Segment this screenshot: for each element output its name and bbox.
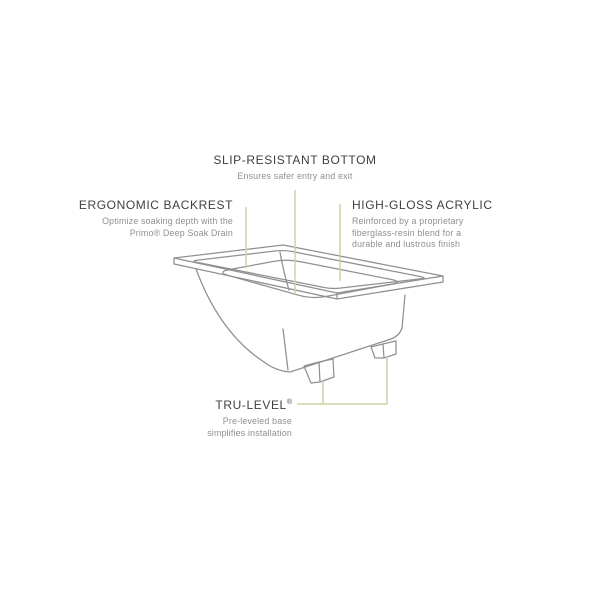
callout-tru-level	[82, 395, 292, 439]
callout-title: HIGH-GLOSS ACRYLIC	[352, 198, 493, 212]
callout-description	[352, 216, 532, 251]
callout-ergonomic-backrest	[3, 198, 233, 239]
callout-title	[82, 395, 292, 413]
tub-backrest-seam	[280, 252, 289, 290]
tub-right-foot	[371, 341, 396, 358]
callout-description-line: simplifies installation	[207, 427, 292, 438]
bathtub-line-art	[174, 245, 443, 383]
callout-description-line: Optimize soaking depth with the	[102, 216, 233, 226]
callout-description-line: Reinforced by a proprietary	[352, 216, 464, 226]
tub-body-corner-seam	[283, 329, 288, 370]
registered-trademark-symbol: ®	[286, 399, 292, 406]
callout-description	[82, 416, 292, 439]
callout-description-line: Pre-leveled base	[222, 416, 292, 426]
tub-left-foot	[304, 359, 334, 383]
callout-description-line: durable and lustrous finish	[352, 239, 461, 249]
callout-title: SLIP-RESISTANT BOTTOM	[213, 153, 377, 167]
tub-rim-edge	[174, 258, 443, 299]
callout-description	[3, 216, 233, 239]
callout-high-gloss-acrylic	[352, 198, 532, 251]
callout-description-line: Primo® Deep Soak Drain	[129, 227, 233, 238]
tub-bowl-floor-outline	[223, 260, 397, 297]
callout-description-line: fiberglass-resin blend for a	[352, 227, 462, 238]
tub-rim-outline	[174, 245, 443, 293]
callout-description	[145, 171, 445, 183]
callout-title: ERGONOMIC BACKREST	[78, 198, 233, 212]
callout-title-text: TRU-LEVEL	[215, 398, 287, 412]
callout-description-line: Ensures safer entry and exit	[237, 171, 353, 181]
callout-slip-resistant-bottom	[145, 153, 445, 183]
